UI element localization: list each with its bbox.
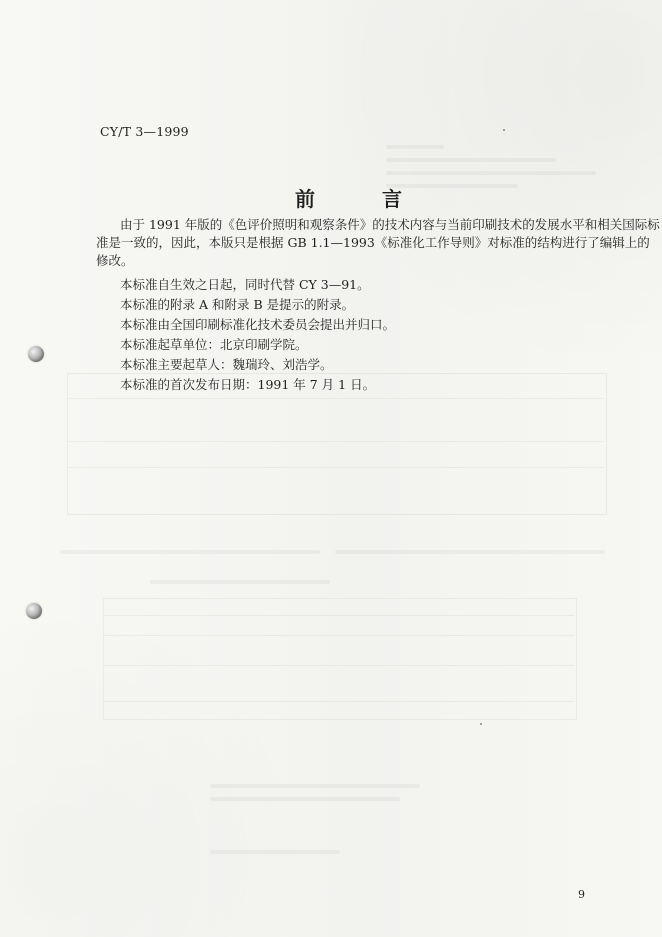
bleed-through-table-1 bbox=[67, 373, 607, 515]
scan-speck bbox=[480, 723, 482, 725]
bleed-through-text bbox=[210, 784, 420, 788]
paragraph-line: 本标准的附录 A 和附录 B 是提示的附录。 bbox=[120, 297, 355, 312]
scan-speck bbox=[503, 129, 505, 131]
paragraph-line: 由于 1991 年版的《色评价照明和观察条件》的技术内容与当前印刷技术的发展水平和相关国际标 bbox=[120, 217, 660, 232]
bleed-through-line bbox=[104, 701, 574, 702]
paragraph-line: 本标准自生效之日起，同时代替 CY 3—91。 bbox=[120, 277, 370, 292]
bleed-through-text bbox=[60, 550, 320, 554]
bleed-through-text bbox=[150, 580, 330, 584]
bleed-through-text bbox=[210, 797, 400, 801]
bleed-through-line bbox=[68, 467, 604, 468]
bleed-through-text bbox=[386, 171, 596, 175]
bleed-through-line bbox=[104, 635, 574, 636]
bleed-through-text bbox=[210, 850, 340, 854]
bleed-through-line bbox=[68, 398, 604, 399]
paragraph-line: 准是一致的，因此，本版只是根据 GB 1.1—1993《标准化工作导则》对标准的结构进行了编辑上的 bbox=[96, 235, 650, 250]
bleed-through-text bbox=[335, 550, 605, 554]
document-code: CY/T 3—1999 bbox=[100, 124, 189, 139]
paragraph-line: 本标准由全国印刷标准化技术委员会提出并归口。 bbox=[120, 317, 396, 332]
paragraph-line: 本标准主要起草人：魏瑞玲、刘浩学。 bbox=[120, 357, 333, 372]
page-number: 9 bbox=[578, 888, 585, 901]
paragraph-line: 修改。 bbox=[96, 253, 134, 268]
binder-hole bbox=[26, 603, 42, 619]
page-title: 前 言 bbox=[295, 187, 432, 211]
bleed-through-text bbox=[386, 158, 556, 162]
paragraph-line: 本标准起草单位：北京印刷学院。 bbox=[120, 337, 308, 352]
binder-hole bbox=[28, 346, 44, 362]
bleed-through-line bbox=[68, 441, 604, 442]
paragraph-line: 本标准的首次发布日期：1991 年 7 月 1 日。 bbox=[120, 377, 376, 392]
bleed-through-line bbox=[104, 665, 574, 666]
bleed-through-text bbox=[386, 145, 444, 149]
bleed-through-line bbox=[104, 615, 574, 616]
